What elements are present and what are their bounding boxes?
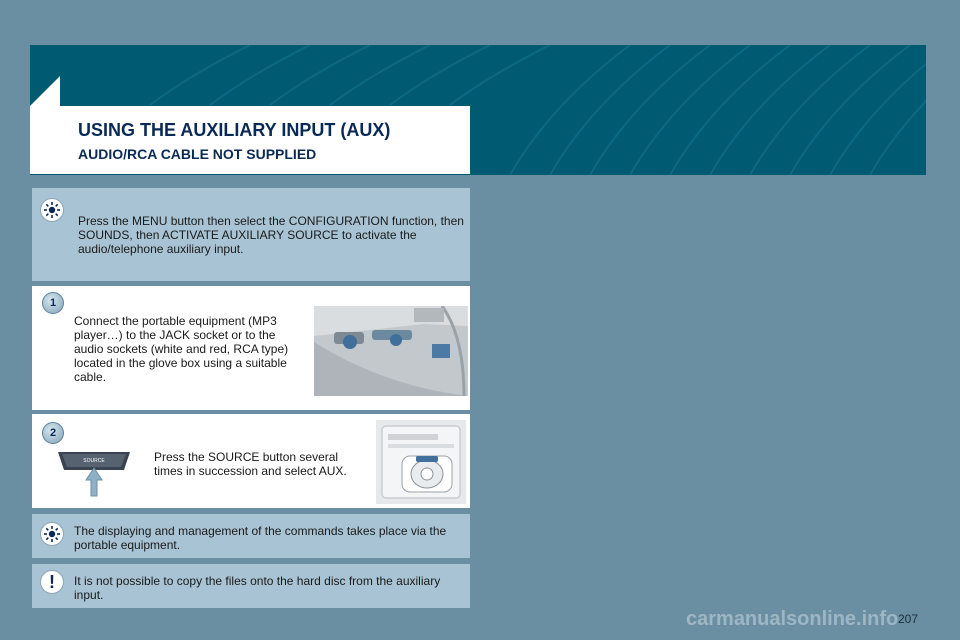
bulb-icon [40, 198, 64, 222]
exclamation-icon: ! [40, 570, 64, 594]
head-unit-illustration [376, 420, 466, 504]
source-button-label: SOURCE [83, 458, 105, 464]
step-1-panel [32, 286, 470, 410]
glove-box-photo [314, 306, 468, 396]
step-2-badge: 2 [42, 422, 64, 444]
step-2-panel [32, 414, 470, 508]
step-2-text: Press the SOURCE button several times in succession and select AUX. [154, 450, 347, 478]
warning-panel [32, 564, 470, 608]
bulb-icon [40, 522, 64, 546]
page-title: USING THE AUXILIARY INPUT (AUX) [78, 120, 391, 140]
tip-panel-menu [32, 188, 470, 281]
watermark: carmanualsonline.info [686, 608, 899, 630]
warning-text: It is not possible to copy the files onto the hard disc from the auxiliary input. [74, 574, 441, 602]
step-1-badge: 1 [42, 292, 64, 314]
tip-panel-portable [32, 514, 470, 558]
page-number: 207 [898, 612, 919, 626]
title-box [30, 106, 470, 174]
source-button-illustration [54, 450, 134, 500]
tip-menu-text: Press the MENU button then select the CONFIGURATION function, then SOUNDS, then ACTIVATE AUXILIARY SOURCE to activate the audio/telephone auxiliary input. [78, 214, 464, 256]
page-subtitle: AUDIO/RCA CABLE NOT SUPPLIED [78, 146, 317, 162]
tip-portable-text: The displaying and management of the commands takes place via the portable equipment. [74, 524, 447, 552]
step-1-text: Connect the portable equipment (MP3 player…) to the JACK socket or to the audio sockets (white and red, RCA type) located in the glove box using a suitable cable. [74, 314, 289, 384]
